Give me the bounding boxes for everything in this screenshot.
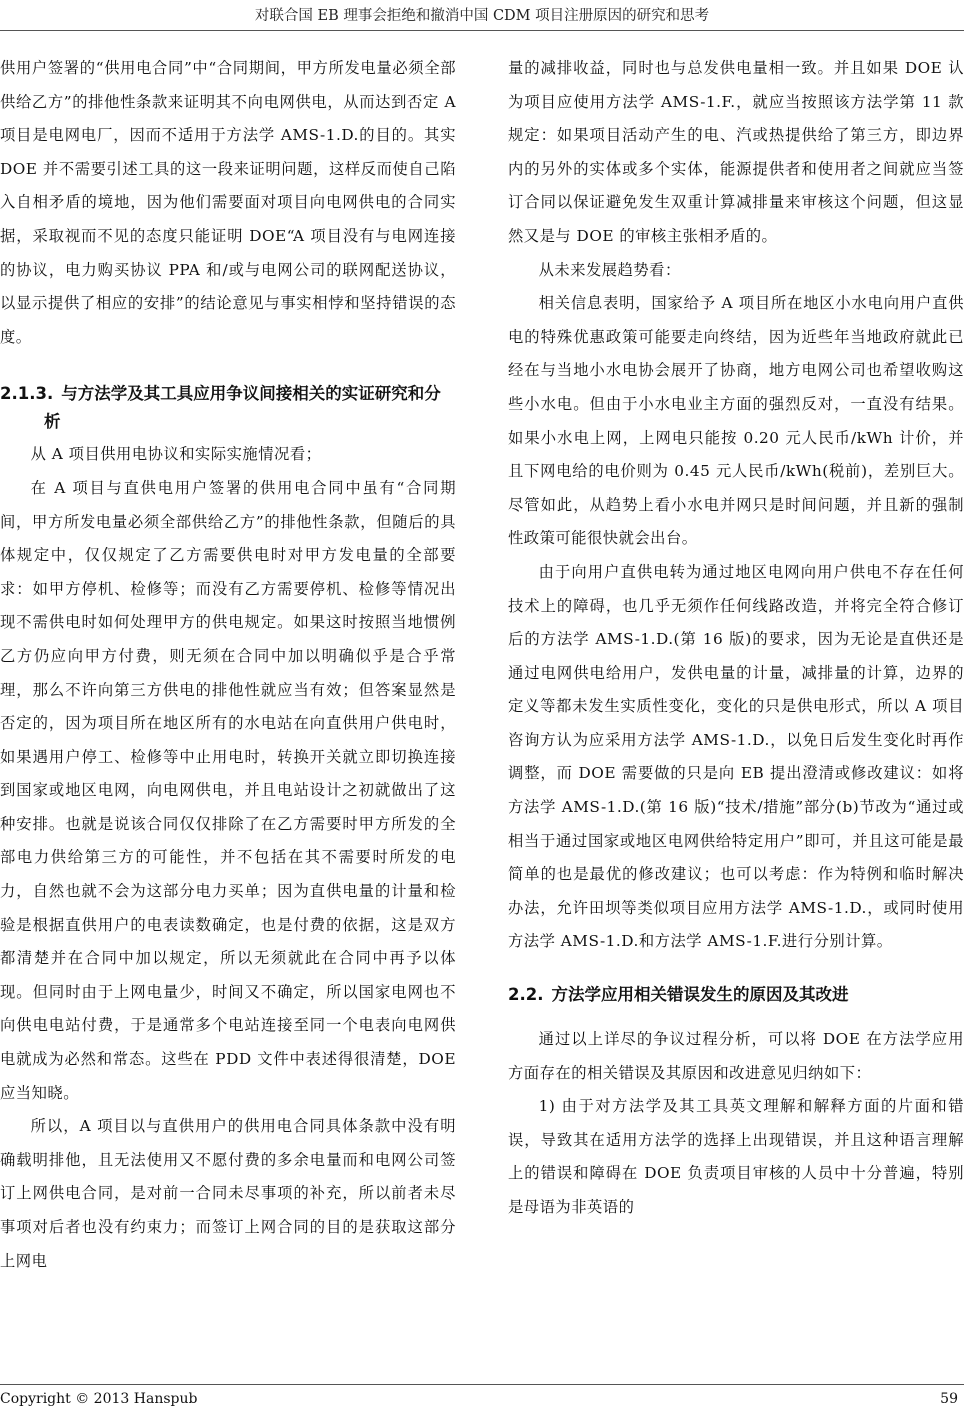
paragraph: 1) 由于对方法学及其工具英文理解和解释方面的片面和错误，导致其在适用方法学的选择上出现错误，并且这种语言理解上的错误和障碍在 DOE 负责项目审核的人员中十分普遍，特别是母语为非英语的 — [508, 1097, 964, 1216]
paragraph: 在 A 项目与直供电用户签署的供用电合同中虽有“合同期间，甲方所发电量必须全部供给乙方”的排他性条款，但随后的具体规定中，仅仅规定了乙方需要供电时对甲方发电量的全部要求：如甲方停机、检修等；而没有乙方需要停机、检修等情况出现不需供电时如何处理甲方的供电规定。如果这时按照当地惯例乙方仍应向甲方付费，则无须在合同中加以明确似乎是合乎常理，那么不许向第三方供电的排他性就应当有效；但答案显然是否定的，因为项目所在地区所有的水电站在向直供用户供电时，如果遇用户停工、检修等中止用电时，转换开关就立即切换连接到国家或地区电网，向电网供电，并且电站设计之初就做出了这种安排。也就是说该合同仅仅排除了在乙方需要时甲方所发的全部电力供给第三方的可能性，并不包括在其不需要时所发的电力，自然也就不会为这部分电力买单；因为直供电量的计量和检验是根据直供用户的电表读数确定，也是付费的依据，这是双方都清楚并在合同中加以规定，所以无须就此在合同中再予以体现。但同时由于上网电量少，时间又不确定，所以国家电网也不向供电电站付费，于是通常多个电站连接至同一个电表向电网供电就成为必然和常态。这些在 PDD 文件中表述得很清楚，DOE 应当知晓。 — [0, 478, 456, 1102]
section-heading-2-1-3 — [0, 380, 456, 436]
paragraph: 相关信息表明，国家给予 A 项目所在地区小水电向用户直供电的特殊优惠政策可能要走向终结，因为近些年当地政府就此已经在与当地小水电协会展开了协商，地方电网公司也希望收购这些小水电。但由于小水电业主方面的强烈反对，一直没有结果。如果小水电上网，上网电只能按 0.20 元人民币/kWh 计价，并且下网电给的电价则为 0.45 元人民币/kWh(税前)，差别巨大。尽管如此，从趋势上看小水电并网只是时间问题，并且新的强制性政策可能很快就会出台。 — [508, 294, 964, 548]
paragraph: 量的减排收益，同时也与总发供电量相一致。并且如果 DOE 认为项目应使用方法学 AMS-1.F.，就应当按照该方法学第 11 款规定：如果项目活动产生的电、汽或热提供给了第三方，即边界内的另外的实体或多个实体，能源提供者和使用者之间就应当签订合同以保证避免发生双重计算减排量来审核这个问题，但这显然又是与 DOE 的审核主张相矛盾的。 — [508, 59, 964, 245]
section-title: 与方法学及其工具应用争议间接相关的实证研究和分析 — [44, 384, 441, 432]
section-number: 2.2. — [508, 985, 544, 1005]
page-number: 59 — [940, 1391, 958, 1407]
left-column — [0, 52, 456, 1278]
paragraph: 所以，A 项目以与直供用户的供用电合同具体条款中没有明确载明排他，且无法使用又不愿付费的多余电量而和电网公司签订上网供电合同，是对前一合同未尽事项的补充，所以前者未尽事项对后者也没有约束力；而签订上网合同的目的是获取这部分上网电 — [0, 1117, 456, 1270]
section-heading-2-2 — [508, 981, 964, 1009]
paragraph: 通过以上详尽的争议过程分析，可以将 DOE 在方法学应用方面存在的相关错误及其原因和改进意见归纳如下： — [508, 1030, 964, 1082]
paragraph: 由于向用户直供电转为通过地区电网向用户供电不存在任何技术上的障碍，也几乎无须作任何线路改造，并将完全符合修订后的方法学 AMS-1.D.(第 16 版)的要求，因为无论是直供还是通过电网供电给用户，发供电量的计量，减排量的计算，边界的定义等都未发生实质性变化，变化的只是供电形式，所以 A 项目咨询方认为应采用方法学 AMS-1.D.，以免日后发生变化时再作调整，而 DOE 需要做的只是向 EB 提出澄清或修改建议：如将方法学 AMS-1.D.(第 16 版)“技术/措施”部分(b)节改为“通过或相当于通过国家或地区电网供给特定用户”即可，并且这可能是最简单的也是最优的修改建议；也可以考虑：作为特例和临时解决办法，允许田坝等类似项目应用方法学 AMS-1.D.，或同时使用方法学 AMS-1.D.和方法学 AMS-1.F.进行分别计算。 — [508, 562, 964, 951]
section-title: 方法学应用相关错误发生的原因及其改进 — [551, 985, 849, 1005]
copyright-notice: Copyright © 2013 Hanspub — [0, 1391, 198, 1407]
running-header: 对联合国 EB 理事会拒绝和撤消中国 CDM 项目注册原因的研究和思考 — [254, 8, 710, 24]
footer-divider — [0, 1384, 964, 1385]
header-divider — [0, 30, 964, 31]
section-number: 2.1.3. — [0, 384, 54, 404]
paragraph: 从 A 项目供用电协议和实际实施情况看； — [30, 445, 322, 464]
paragraph: 从未来发展趋势看： — [538, 260, 681, 279]
paragraph: 供用户签署的“供用电合同”中“合同期间，甲方所发电量必须全部供给乙方”的排他性条款来证明其不向电网供电，从而达到否定 A 项目是电网电厂，因而不适用于方法学 AMS-1.D.的目的。其实 DOE 并不需要引述工具的这一段来证明问题，这样反而使自己陷入自相矛盾的境地，因为他们需要面对项目向电网供电的合同实据，采取视而不见的态度只能证明 DOE“A 项目没有与电网连接的协议，电力购买协议 PPA 和/或与电网公司的联网配送协议，以显示提供了相应的安排”的结论意见与事实相悖和坚持错误的态度。 — [0, 59, 456, 346]
right-column — [508, 52, 964, 1225]
